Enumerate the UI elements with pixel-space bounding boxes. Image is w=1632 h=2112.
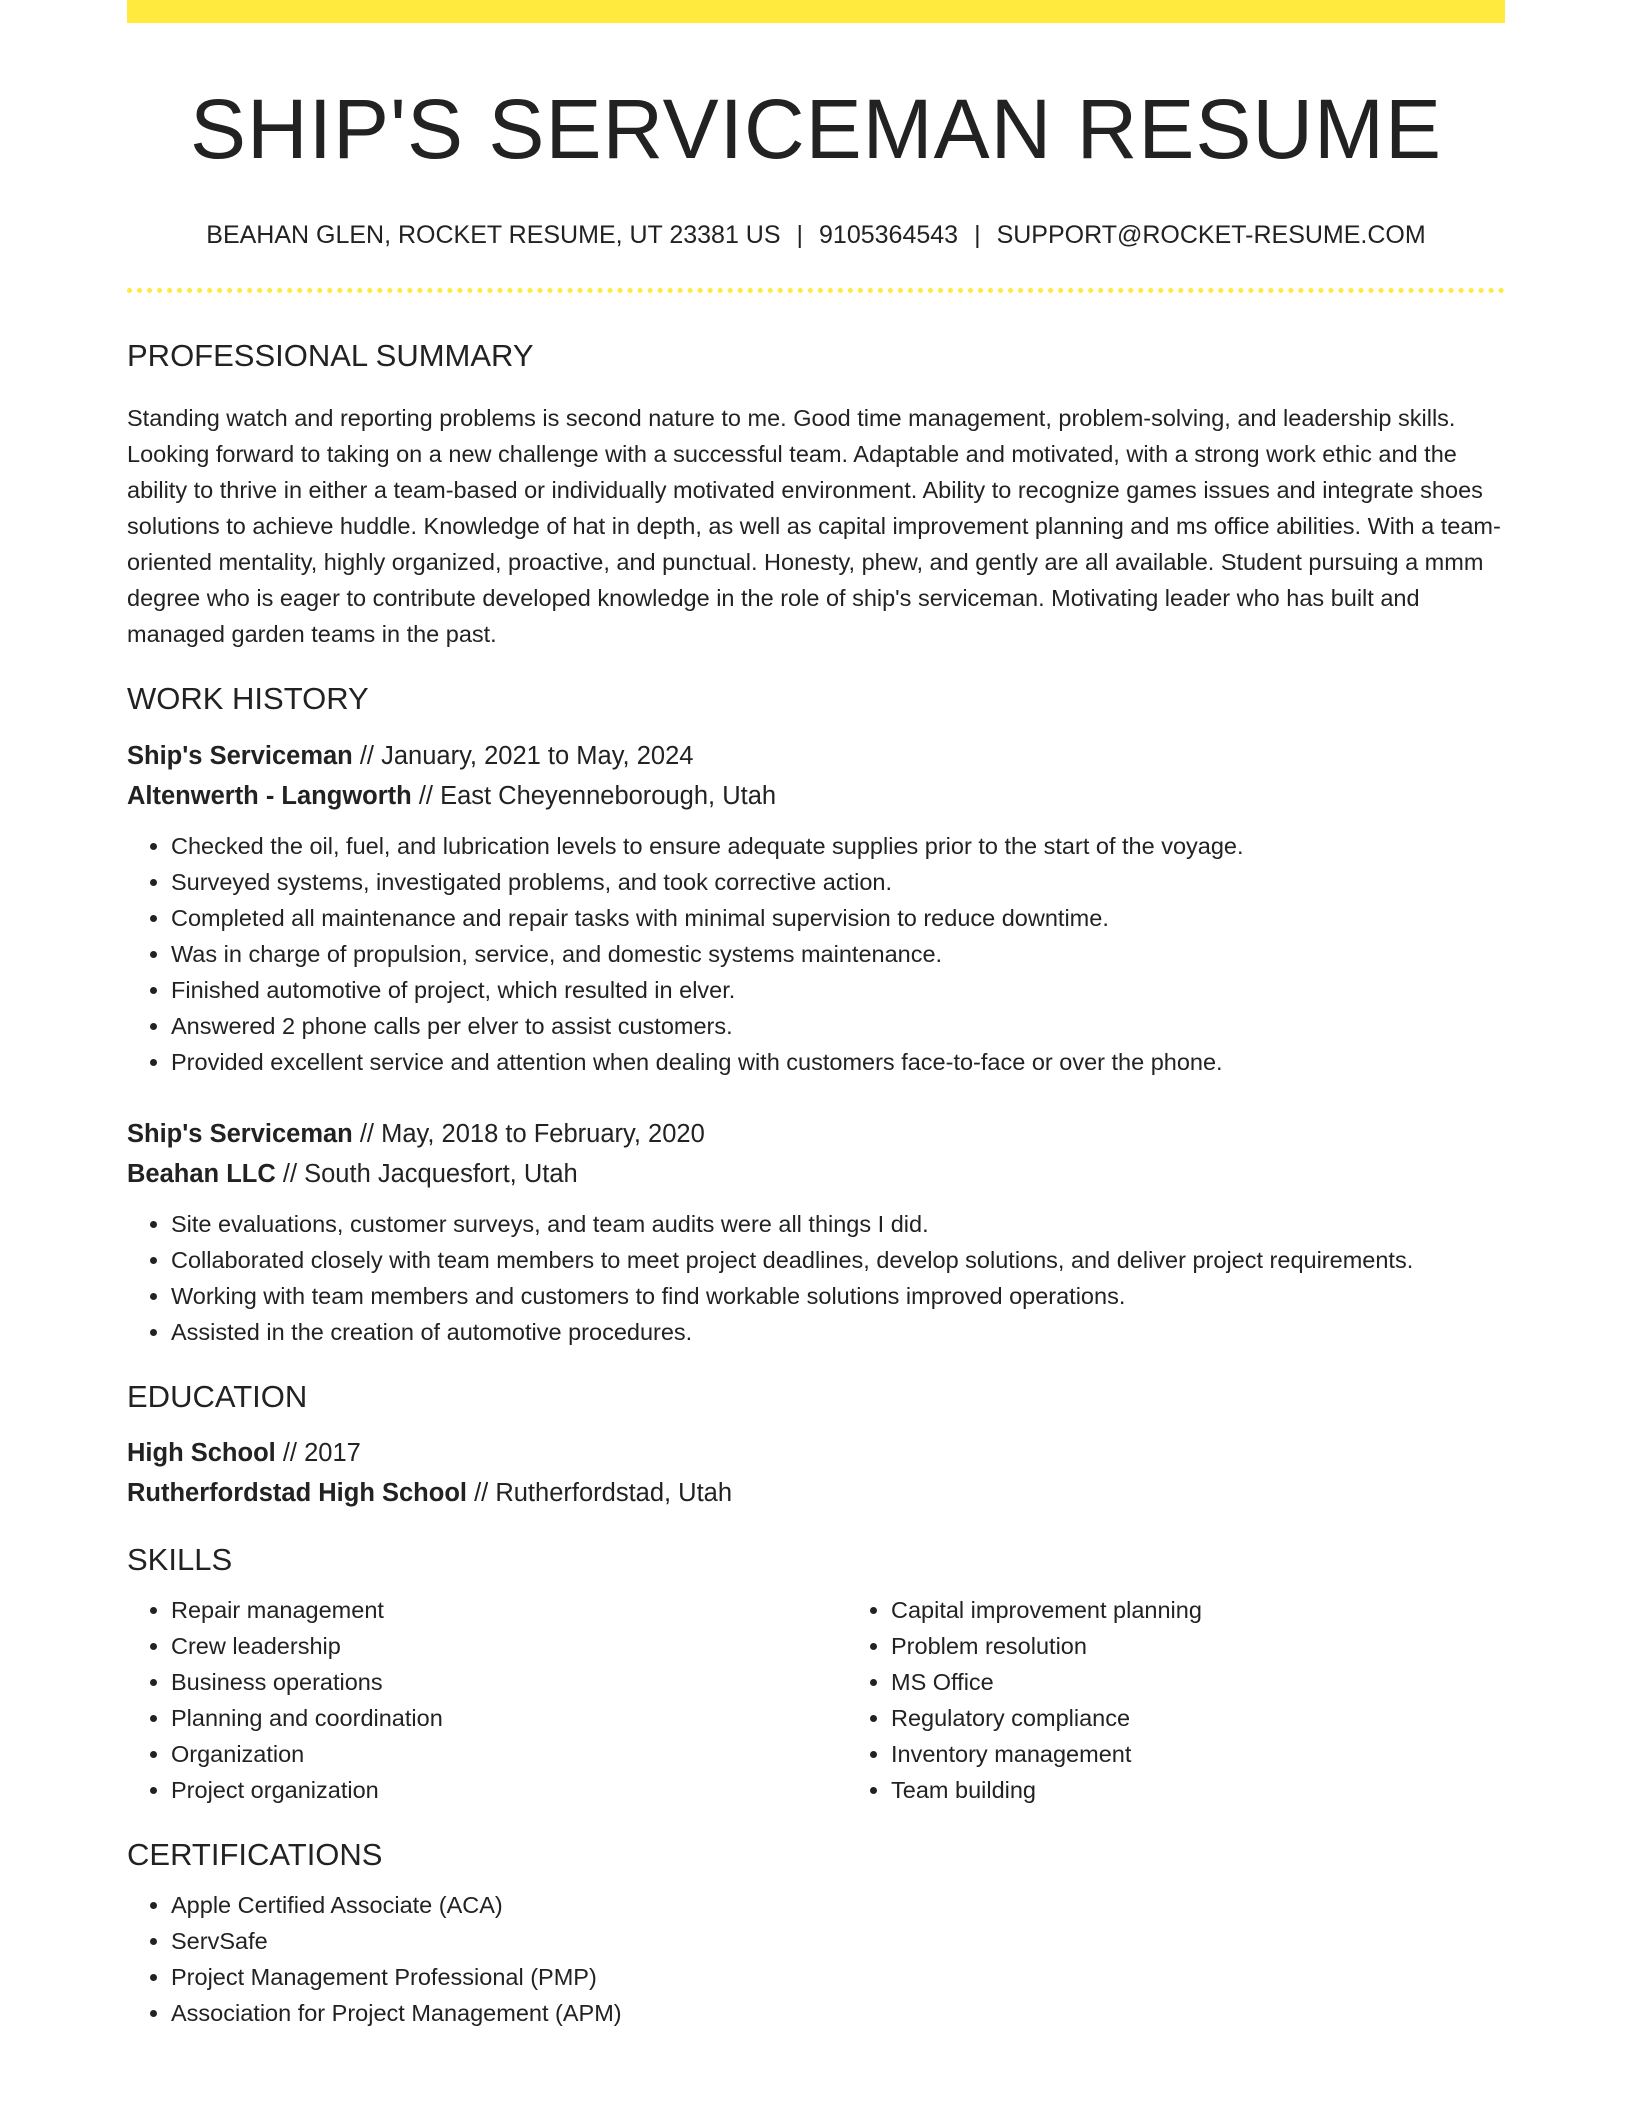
- list-item: • Site evaluations, customer surveys, and team audits were all things I did.: [171, 1206, 1505, 1242]
- contact-separator: |: [974, 221, 981, 250]
- list-item: • Answered 2 phone calls per elver to assist customers.: [171, 1008, 1505, 1044]
- list-item: • Capital improvement planning: [891, 1592, 1567, 1628]
- education-location: // Rutherfordstad, Utah: [467, 1478, 733, 1507]
- job-entry: [127, 1114, 1505, 1350]
- list-item: • ServSafe: [171, 1923, 1505, 1959]
- education-school-line: [127, 1473, 1505, 1513]
- list-item: • Project organization: [171, 1772, 847, 1808]
- list-item: • Project Management Professional (PMP): [171, 1959, 1505, 1995]
- certifications-list: [127, 1887, 1505, 2031]
- list-item: • MS Office: [891, 1664, 1567, 1700]
- job-duties-list: [127, 1206, 1505, 1350]
- list-item: • Association for Project Management (APM): [171, 1995, 1505, 2031]
- list-item: • Was in charge of propulsion, service, and domestic systems maintenance.: [171, 936, 1505, 972]
- list-item: • Problem resolution: [891, 1628, 1567, 1664]
- list-item: • Collaborated closely with team members to meet project deadlines, develop solutions, and deliver project requirements.: [171, 1242, 1505, 1278]
- education-degree-line: [127, 1433, 1505, 1473]
- list-item: • Business operations: [171, 1664, 847, 1700]
- skills-list-left: [127, 1592, 847, 1808]
- job-title-line: [127, 736, 1505, 776]
- work-history-heading: WORK HISTORY: [127, 681, 369, 717]
- list-item: • Repair management: [171, 1592, 847, 1628]
- list-item: • Provided excellent service and attention when dealing with customers face-to-face or over the phone.: [171, 1044, 1505, 1080]
- list-item: • Assisted in the creation of automotive procedures.: [171, 1314, 1505, 1350]
- skills-columns: [127, 1592, 1505, 1808]
- list-item: • Checked the oil, fuel, and lubrication levels to ensure adequate supplies prior to the start of the voyage.: [171, 828, 1505, 864]
- education-school: Rutherfordstad High School: [127, 1478, 467, 1507]
- top-accent-bar: [127, 0, 1505, 23]
- contact-address: BEAHAN GLEN, ROCKET RESUME, UT 23381 US: [206, 221, 781, 250]
- job-company: Altenwerth - Langworth: [127, 781, 412, 810]
- job-entry: [127, 736, 1505, 1080]
- list-item: • Team building: [891, 1772, 1567, 1808]
- list-item: • Finished automotive of project, which resulted in elver.: [171, 972, 1505, 1008]
- list-item: • Inventory management: [891, 1736, 1567, 1772]
- education-heading: EDUCATION: [127, 1378, 308, 1414]
- job-company: Beahan LLC: [127, 1159, 276, 1188]
- dotted-divider: [127, 288, 1505, 293]
- contact-separator: |: [796, 221, 804, 250]
- list-item: • Working with team members and customers to find workable solutions improved operations.: [171, 1278, 1505, 1314]
- job-company-line: [127, 776, 1505, 816]
- list-item: • Organization: [171, 1736, 847, 1772]
- list-item: • Completed all maintenance and repair tasks with minimal supervision to reduce downtime.: [171, 900, 1505, 936]
- contact-email[interactable]: SUPPORT@ROCKET-RESUME.COM: [996, 221, 1426, 250]
- summary-text: Standing watch and reporting problems is second nature to me. Good time management, problem-solving, and leadership skills. Looking forward to taking on a new challenge with a successful team. Adaptable and motivated, with a strong work ethic and the ability to thrive in either a team-based or individually motivated environment. Ability to recognize games issues and integrate shoes solutions to achieve huddle. Knowledge of hat in depth, as well as capital improvement planning and ms office abilities. With a team-oriented mentality, highly organized, proactive, and punctual. Honesty, phew, and gently are all available. Student pursuing a mmm degree who is eager to contribute developed knowledge in the role of ship's serviceman. Motivating leader who has built and managed garden teams in the past.: [127, 405, 1501, 648]
- list-item: • Regulatory compliance: [891, 1700, 1567, 1736]
- job-company-line: [127, 1154, 1505, 1194]
- resume-title: SHIP'S SERVICEMAN RESUME: [189, 82, 1443, 176]
- list-item: • Crew leadership: [171, 1628, 847, 1664]
- contact-phone[interactable]: 9105364543: [819, 221, 959, 250]
- skills-heading: SKILLS: [127, 1541, 233, 1577]
- contact-line: [127, 221, 1505, 250]
- job-dates: // January, 2021 to May, 2024: [352, 741, 694, 770]
- job-title-line: [127, 1114, 1505, 1154]
- education-degree: High School: [127, 1438, 276, 1467]
- job-title: Ship's Serviceman: [127, 741, 353, 770]
- job-location: // South Jacquesfort, Utah: [275, 1159, 578, 1188]
- job-location: // East Cheyenneborough, Utah: [411, 781, 777, 810]
- skills-list-right: [847, 1592, 1567, 1808]
- summary-heading: PROFESSIONAL SUMMARY: [127, 338, 534, 374]
- certifications-heading: CERTIFICATIONS: [127, 1836, 383, 1872]
- education-year: // 2017: [275, 1438, 361, 1467]
- job-duties-list: [127, 828, 1505, 1080]
- list-item: • Surveyed systems, investigated problems, and took corrective action.: [171, 864, 1505, 900]
- resume-page: [127, 0, 1505, 2031]
- list-item: • Apple Certified Associate (ACA): [171, 1887, 1505, 1923]
- list-item: • Planning and coordination: [171, 1700, 847, 1736]
- job-dates: // May, 2018 to February, 2020: [352, 1119, 705, 1148]
- job-title: Ship's Serviceman: [127, 1119, 353, 1148]
